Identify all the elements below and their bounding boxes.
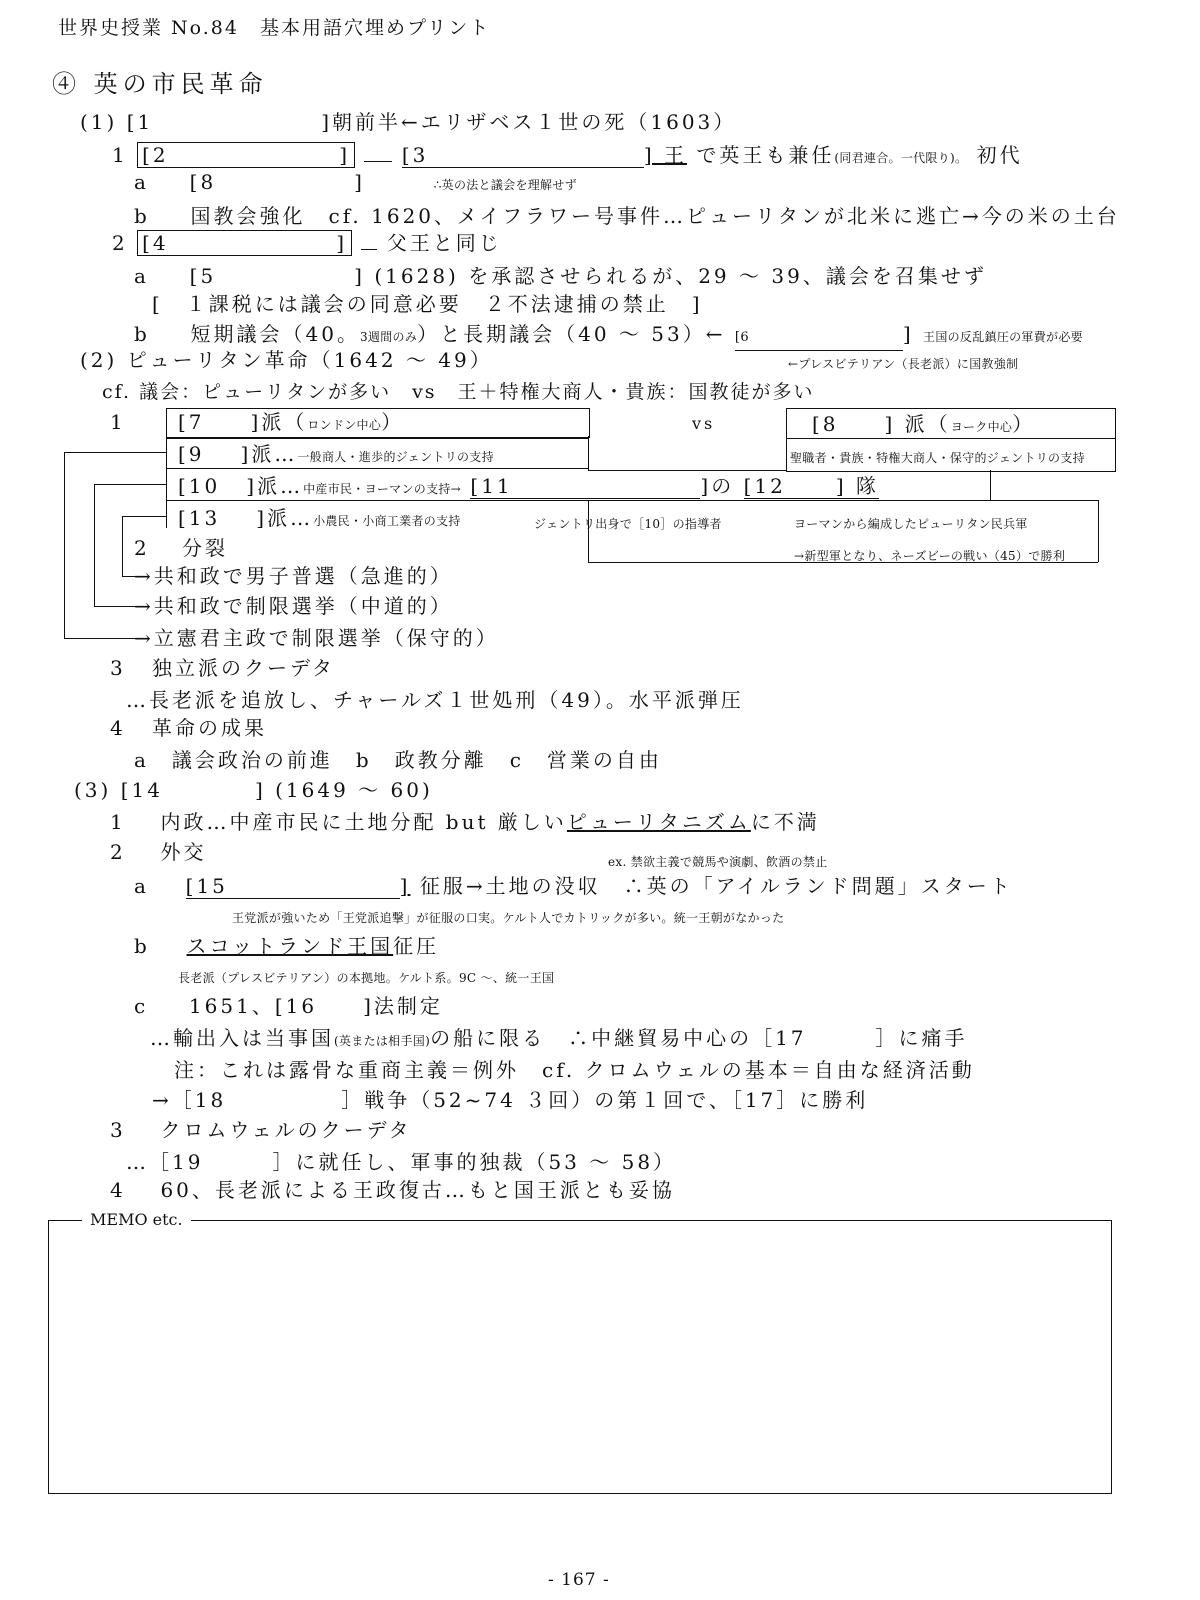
s2-num3: 3 (110, 656, 126, 680)
s1-line1: 1 [2 ] [3 ] 王 で英王も兼任(同君連合。一代限り)。 初代 (112, 143, 1023, 167)
s1-line2: 2 [4 ] 父王と同じ (112, 231, 502, 255)
label-13: [13 ]派…小農民・小商工業者の支持 (178, 506, 461, 530)
label-8: [8 ] 派（ヨーク中心） (812, 412, 1036, 436)
blank-12[interactable]: [12 ] 隊 (743, 474, 880, 498)
royalist-support: 聖職者・貴族・特権大商人・保守的ジェントリの支持 (790, 451, 1085, 465)
page-header: 世界史授業 No.84 基本用語穴埋めプリント (58, 17, 491, 39)
vs-label: vs (692, 414, 716, 433)
petition-bracket: [ １課税には議会の同意必要 ２不法逮捕の禁止 ] (152, 292, 703, 316)
s3-line3: 3 クロムウェルのクーデタ (110, 1118, 412, 1142)
arrow-moderate: →共和政で制限選挙（中道的） (134, 594, 453, 618)
s1-heading: (1) [1 ]朝前半←エリザベス１世の死（1603） (80, 110, 737, 134)
yeoman-note: ヨーマンから編成したピューリタン民兵軍 (794, 517, 1028, 531)
presby-note: ←プレスビテリアン（長老派）に国教強制 (788, 357, 1019, 371)
s1-a2: a [5 ] (1628) を承認させられるが、29 ～ 39、議会を召集せず (134, 264, 987, 288)
ireland-note: 王党派が強いため「王党派追撃」が征服の口実。ケルト人でカトリックが多い。統一王朝がなかった (232, 911, 785, 925)
s3-c-l3: →［18 ］戦争（52~74 ３回）の第１回で、［17］に勝利 (152, 1088, 869, 1112)
blank-15[interactable]: [15 (186, 874, 400, 899)
arrow-radical: →共和政で男子普選（急進的） (134, 564, 453, 588)
s3-line3-detail: …［19 ］に就任し、軍事的独裁（53 ～ 58） (126, 1150, 677, 1174)
memo-box[interactable] (48, 1220, 1112, 1494)
s3-line1: 1 内政…中産市民に土地分配 but 厳しいピューリタニズムに不満 (110, 810, 820, 834)
gentry-note: ジェントリ出身で［10］の指導者 (534, 517, 722, 531)
scotland-note: 長老派（プレスビテリアン）の本拠地。ケルト系。9C ～、統一王国 (178, 971, 555, 985)
s3-c-l1: …輸出入は当事国(英または相手国)の船に限る ∴中継貿易中心の［17 ］に痛手 (150, 1026, 968, 1050)
label-9: [9 ]派…一般商人・進歩的ジェントリの支持 (178, 442, 494, 466)
newmodel-note: →新型軍となり、ネーズビーの戦い（45）で勝利 (794, 549, 1066, 563)
s2-result: 革命の成果 (152, 716, 267, 740)
s3-c: c 1651、[16 ]法制定 (134, 994, 443, 1018)
label-10: [10 ]派…中産市民・ヨーマンの支持→ [11 ]の [12 ] 隊 (178, 474, 880, 498)
s3-b: b スコットランド王国征圧 (134, 934, 440, 958)
blank-6[interactable]: [6 (735, 322, 903, 351)
label-7: [7 ]派（ロンドン中心） (178, 410, 405, 434)
s1-b: b 国教会強化 cf. 1620、メイフラワー号事件…ピューリタンが北米に逃亡→今の米の土台 (134, 204, 1120, 228)
s3-line4: 4 60、長老派による王政復古…もと国王派とも妥協 (110, 1178, 675, 1202)
s2-num4: 4 (110, 716, 126, 740)
s2-coup-detail: …長老派を追放し、チャールズ１世処刑（49）。水平派弾圧 (126, 688, 744, 712)
blank-3[interactable]: [3 (402, 143, 644, 168)
s2-coup: 独立派のクーデタ (152, 656, 335, 680)
s2-num2: 2 (134, 536, 150, 560)
s2-result-detail: a 議会政治の前進 b 政教分離 c 営業の自由 (134, 748, 662, 772)
memo-label: MEMO etc. (82, 1208, 191, 1232)
s2-cf: cf. 議会：ピューリタンが多い vs 王＋特権大商人・貴族：国教徒が多い (102, 381, 815, 403)
arrow-conservative: →立憲君主政で制限選挙（保守的） (134, 626, 499, 650)
s3-heading: (3) [14 ] (1649 ～ 60) (74, 778, 433, 802)
page-number: - 167 - (548, 1570, 610, 1590)
s3-c-l2: 注：これは露骨な重商主義＝例外 cf. クロムウェルの基本＝自由な経済活動 (174, 1058, 975, 1082)
blank-4[interactable]: [4 ] (137, 230, 352, 256)
blank-2[interactable]: [2 ] (137, 142, 355, 168)
s2-split: 分裂 (182, 536, 228, 560)
ex-note: ex. 禁欲主義で競馬や演劇、飲酒の禁止 (608, 855, 828, 869)
blank-11[interactable]: [11 (470, 474, 700, 499)
s1-a: a [8 ] ∴英の法と議会を理解せず (134, 170, 577, 194)
s2-heading: (2) ピューリタン革命（1642 ～ 49） (80, 348, 493, 372)
s3-a: a [15 ] 征服→土地の没収 ∴英の「アイルランド問題」スタート (134, 874, 1013, 898)
s1-b2: b 短期議会（40。3週間のみ）と長期議会（40 ～ 53）← [6 ] 王国の反乱鎮圧の軍費が必要 (134, 322, 1083, 351)
section-title: ④ 英の市民革命 (52, 70, 268, 98)
s2-num1: 1 (110, 410, 126, 434)
s3-line2: 2 外交 (110, 840, 207, 864)
